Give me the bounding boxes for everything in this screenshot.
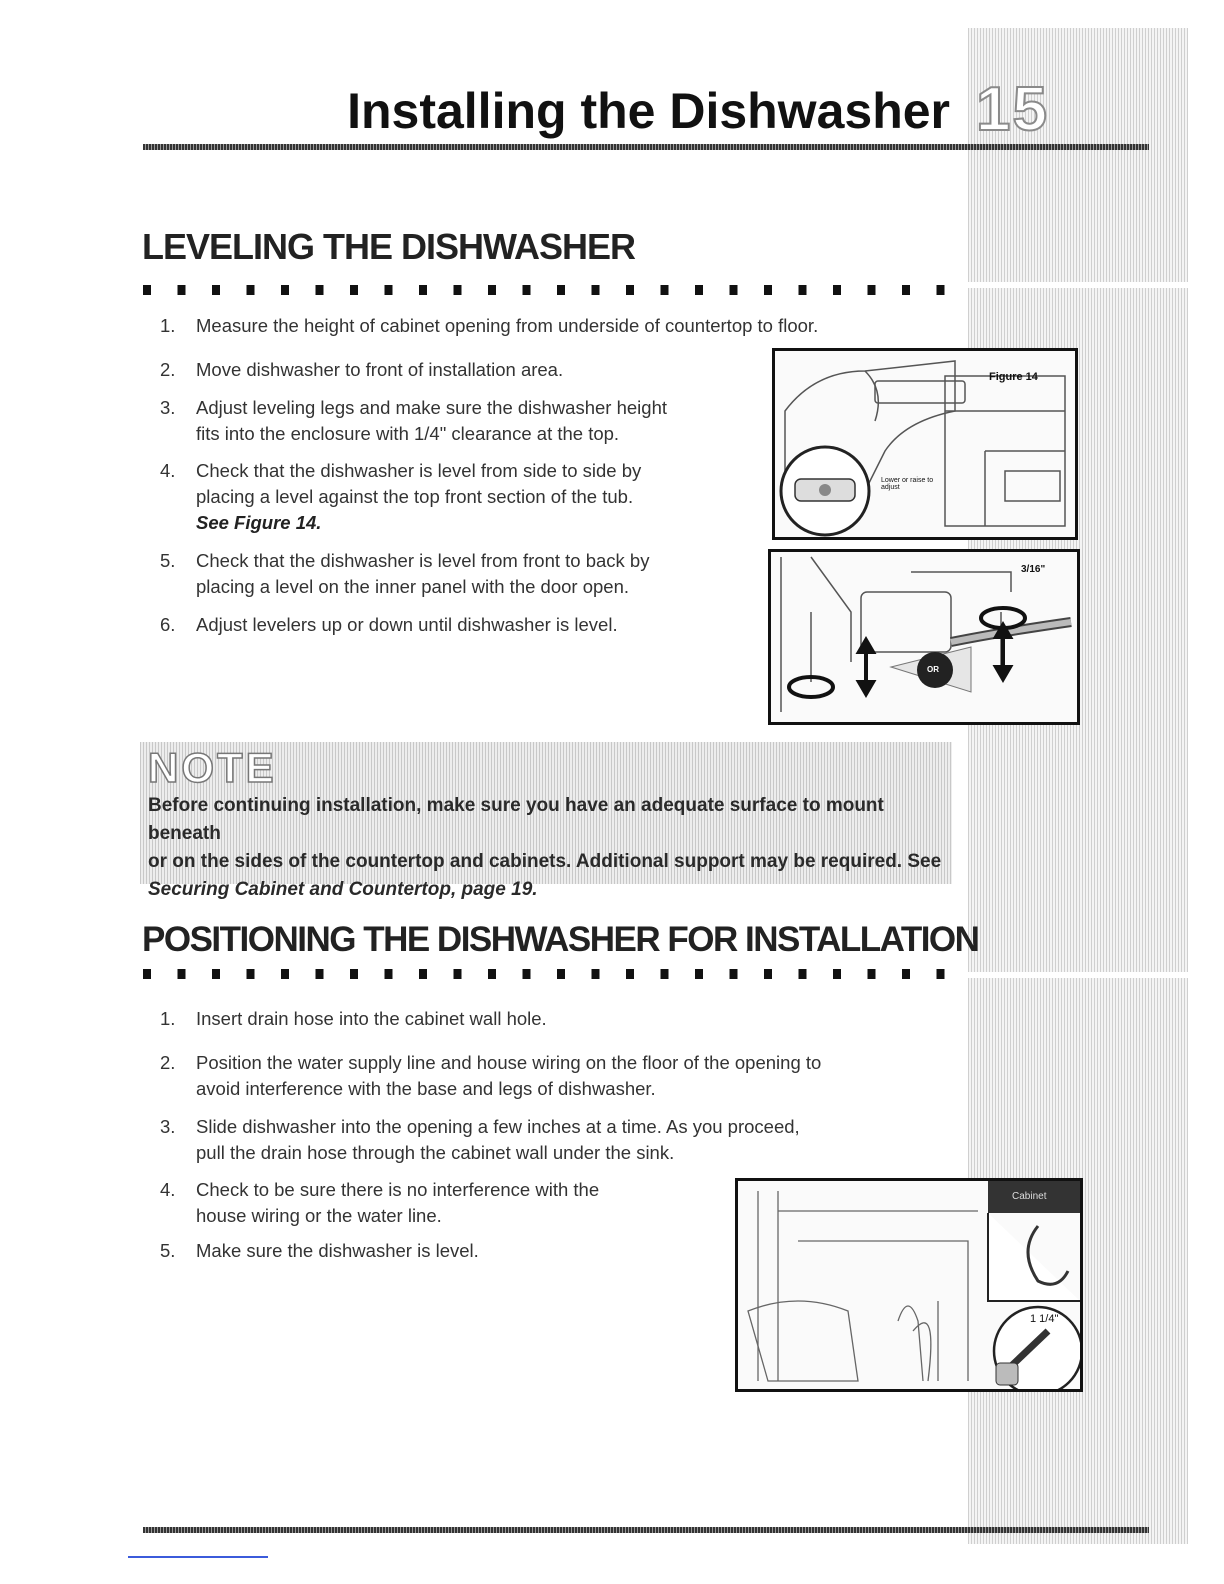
positioning-illustration bbox=[738, 1181, 1080, 1389]
legs-measure-label: 3/16" bbox=[1021, 564, 1046, 575]
footer-rule bbox=[143, 1527, 1149, 1533]
leveling-legs-illustration bbox=[771, 552, 1077, 722]
sidebar-band bbox=[968, 282, 1188, 288]
footer-link-line bbox=[128, 1556, 268, 1558]
figure-14-label: Figure 14 bbox=[989, 371, 1038, 383]
note-text: Before continuing installation, make sure you have an adequate surface to mount beneath or on the sides of the countertop and cabinets. Additional support may be required. See Securing Cabinet and Countertop, page 19. bbox=[148, 795, 942, 900]
page-title: Installing the Dishwasher bbox=[347, 83, 950, 139]
note-label: NOTE bbox=[148, 744, 277, 791]
figure-positioning bbox=[735, 1178, 1083, 1392]
cabinet-label: Cabinet bbox=[1012, 1191, 1047, 1202]
leveling-heading: LEVELING THE DISHWASHER bbox=[142, 226, 636, 267]
note-reference: Securing Cabinet and Countertop, page 19. bbox=[148, 879, 538, 900]
header-rule bbox=[143, 144, 1149, 150]
figure-14-callout: Lower or raise to adjust bbox=[881, 477, 934, 491]
figure-14-reference: See Figure 14. bbox=[196, 512, 322, 533]
page-number: 15 bbox=[976, 75, 1049, 144]
note-box bbox=[140, 742, 952, 900]
positioning-dot-divider bbox=[143, 969, 955, 979]
leveling-dot-divider bbox=[143, 285, 955, 295]
positioning-heading: POSITIONING THE DISHWASHER FOR INSTALLATION bbox=[142, 920, 979, 959]
sidebar-band bbox=[968, 972, 1188, 978]
legs-or-label: OR bbox=[927, 665, 939, 674]
figure-leveling-legs bbox=[768, 549, 1080, 725]
hole-measure-label: 1 1/4" bbox=[1030, 1313, 1059, 1325]
figure-14-level-side-to-side bbox=[772, 348, 1078, 540]
